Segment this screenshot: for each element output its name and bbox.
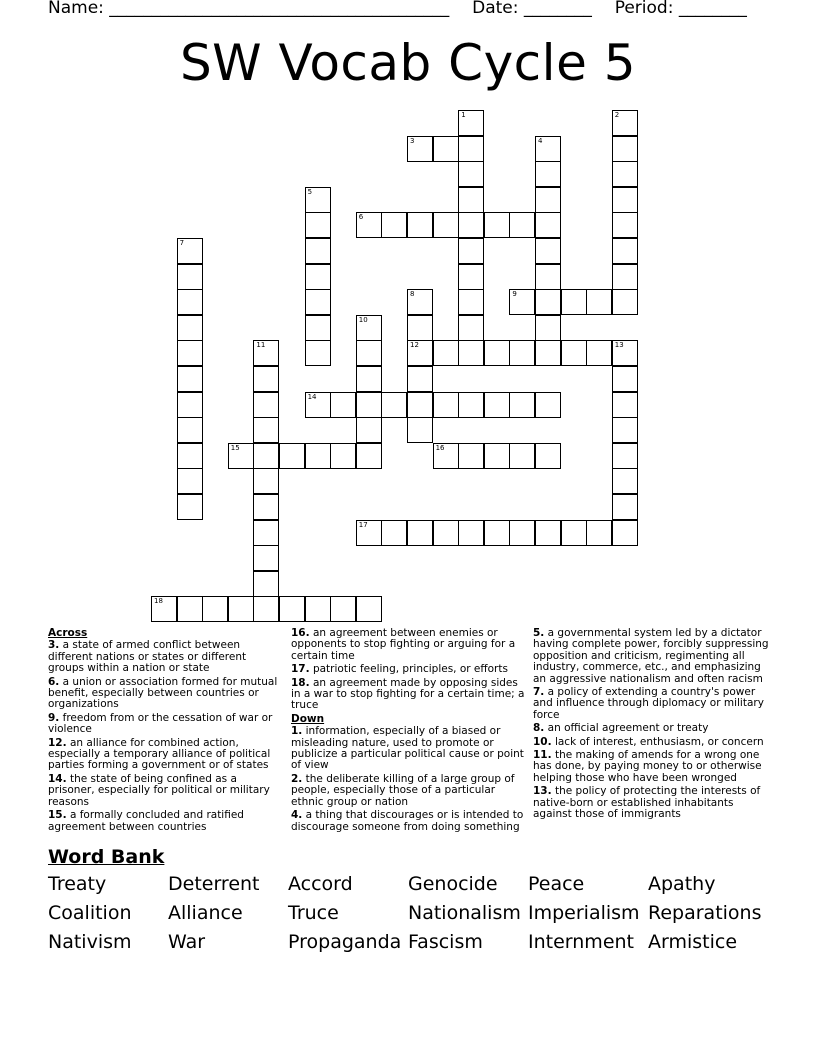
clue-number: 3. [48, 639, 60, 652]
crossword-cell[interactable] [228, 443, 254, 469]
clue-across-3 [48, 640, 284, 674]
crossword-cell[interactable] [612, 520, 638, 546]
crossword-cell[interactable] [586, 289, 612, 315]
clue-across-14 [48, 774, 284, 808]
crossword-cell[interactable] [433, 212, 459, 238]
crossword-cell[interactable] [407, 392, 433, 418]
period-line[interactable]: ________ [678, 0, 747, 18]
crossword-cell[interactable] [484, 520, 510, 546]
crossword-cell[interactable] [253, 468, 279, 494]
clue-number: 6. [48, 675, 60, 688]
crossword-cell[interactable] [407, 136, 433, 162]
clue-text: the policy of protecting the interests of native-born or established inhabitants against those of immigrants [533, 785, 761, 821]
word-bank-item: Nationalism [408, 902, 521, 924]
clue-across-6 [48, 677, 284, 711]
cell-number: 5 [307, 187, 313, 196]
crossword-cell[interactable] [535, 315, 561, 341]
crossword-cell[interactable] [535, 443, 561, 469]
crossword-cell[interactable] [458, 238, 484, 264]
crossword-cell[interactable] [305, 238, 331, 264]
crossword-cell[interactable] [356, 366, 382, 392]
crossword-cell[interactable] [433, 520, 459, 546]
word-bank-item: Armistice [648, 931, 738, 953]
crossword-cell[interactable] [305, 443, 331, 469]
clue-text: the making of amends for a wrong one has done, by paying money to or otherwise helping those who have been wronged [533, 749, 762, 784]
word-bank-item: Fascism [408, 931, 483, 953]
crossword-cell[interactable] [535, 520, 561, 546]
clue-column-3 [533, 628, 769, 823]
clue-down-7 [533, 687, 769, 721]
clue-number: 17. [291, 663, 310, 676]
crossword-cell[interactable] [177, 468, 203, 494]
crossword-cell[interactable] [228, 596, 254, 622]
clue-number: 14. [48, 772, 67, 785]
word-bank-item: Apathy [648, 873, 716, 895]
crossword-cell[interactable] [612, 136, 638, 162]
crossword-cell[interactable] [202, 596, 228, 622]
clue-text: an official agreement or treaty [547, 722, 709, 735]
crossword-cell[interactable] [177, 443, 203, 469]
crossword-cell[interactable] [509, 443, 535, 469]
crossword-cell[interactable] [177, 392, 203, 418]
clue-text: an agreement between enemies or opponents to stop fighting or arguing for a certain time [291, 627, 516, 662]
clue-down-10 [533, 737, 769, 748]
word-bank-item: Deterrent [168, 873, 260, 895]
crossword-cell[interactable] [177, 366, 203, 392]
cell-number: 17 [358, 520, 368, 529]
clue-column-2 [291, 628, 527, 835]
clue-down-13 [533, 786, 769, 820]
cell-number: 2 [614, 111, 620, 119]
crossword-cell[interactable] [177, 494, 203, 520]
name-line[interactable]: ________________________________________ [109, 0, 450, 18]
date-label: Date: [472, 0, 519, 18]
crossword-cell[interactable] [535, 161, 561, 187]
cell-number: 18 [154, 597, 163, 606]
crossword-cell[interactable] [177, 596, 203, 622]
clue-across-17 [291, 664, 527, 675]
clue-text: a union or association formed for mutual benefit, especially between countries or organizations [48, 675, 278, 711]
word-bank-item: Nativism [48, 931, 132, 953]
clue-text: a formally concluded and ratified agreement between countries [48, 809, 244, 833]
word-bank-item: Treaty [48, 873, 107, 895]
crossword-cell[interactable] [458, 289, 484, 315]
crossword-cell[interactable] [458, 264, 484, 290]
word-bank-title: Word Bank [48, 846, 165, 868]
crossword-cell[interactable] [458, 212, 484, 238]
crossword-cell[interactable] [253, 596, 279, 622]
date-line[interactable]: ________ [523, 0, 592, 18]
cell-number: 15 [230, 443, 240, 452]
crossword-cell[interactable] [356, 212, 382, 238]
crossword-cell[interactable] [253, 443, 279, 469]
word-bank-item: Alliance [168, 902, 243, 924]
crossword-cell[interactable] [509, 289, 535, 315]
crossword-cell[interactable] [305, 264, 331, 290]
crossword-cell[interactable] [407, 366, 433, 392]
crossword-cell[interactable] [612, 161, 638, 187]
crossword-cell[interactable] [407, 417, 433, 443]
crossword-cell[interactable] [458, 161, 484, 187]
crossword-cell[interactable] [407, 315, 433, 341]
crossword-cell[interactable] [253, 545, 279, 571]
word-bank-item: Imperialism [528, 902, 640, 924]
crossword-cell[interactable] [305, 289, 331, 315]
crossword-cell[interactable] [433, 340, 459, 366]
word-bank-item: War [168, 931, 206, 953]
clue-number: 7. [533, 686, 545, 699]
crossword-cell[interactable] [561, 289, 587, 315]
crossword-cell[interactable] [253, 366, 279, 392]
crossword-cell[interactable] [612, 494, 638, 520]
clue-text: patriotic feeling, principles, or efforts [312, 663, 508, 676]
word-bank-item: Genocide [408, 873, 498, 895]
cell-number: 16 [435, 443, 445, 452]
clue-down-8 [533, 723, 769, 734]
crossword-cell[interactable] [177, 417, 203, 443]
clue-number: 5. [533, 627, 545, 639]
clue-text: the state of being confined as a prisoner, especially for political or military reasons [48, 772, 270, 808]
crossword-cell[interactable] [612, 417, 638, 443]
crossword-cell[interactable] [407, 340, 433, 366]
clue-number: 16. [291, 627, 310, 639]
crossword-cell[interactable] [177, 238, 203, 264]
crossword-cell[interactable] [356, 443, 382, 469]
crossword-cell[interactable] [535, 289, 561, 315]
crossword-cell[interactable] [612, 110, 638, 136]
clue-across-12 [48, 738, 284, 772]
crossword-cell[interactable] [177, 315, 203, 341]
word-bank-item: Propaganda [288, 931, 402, 953]
cell-number: 11 [256, 341, 266, 350]
clue-down-5 [533, 628, 769, 685]
crossword-cell[interactable] [509, 392, 535, 418]
clue-number: 4. [291, 809, 303, 822]
clue-text: a state of armed conflict between different nations or states or different groups within a nation or state [48, 639, 247, 675]
word-bank [48, 873, 778, 960]
cell-number: 4 [538, 136, 543, 145]
crossword-cell[interactable] [535, 136, 561, 162]
clue-down-4 [291, 810, 527, 833]
clue-text: an agreement made by opposing sides in a war to stop fighting for a certain time; a truce [291, 676, 525, 712]
crossword-cell[interactable] [305, 392, 331, 418]
crossword-cell[interactable] [407, 212, 433, 238]
crossword-cell[interactable] [381, 520, 407, 546]
period-label: Period: [614, 0, 674, 18]
clue-text: a policy of extending a country's power and influence through diplomacy or military force [533, 686, 764, 721]
clue-number: 8. [533, 722, 545, 735]
clue-number: 2. [291, 772, 303, 785]
crossword-cell[interactable] [356, 315, 382, 341]
crossword-cell[interactable] [535, 212, 561, 238]
crossword-cell[interactable] [561, 520, 587, 546]
crossword-cell[interactable] [433, 443, 459, 469]
crossword-cell[interactable] [177, 340, 203, 366]
clue-text: the deliberate killing of a large group of people, especially those of a particular ethnic group or nation [291, 772, 515, 808]
clue-number: 9. [48, 711, 60, 724]
crossword-cell[interactable] [253, 494, 279, 520]
crossword-cell[interactable] [612, 340, 638, 366]
word-bank-item: Truce [288, 902, 339, 924]
crossword-cell[interactable] [253, 571, 279, 597]
crossword-cell[interactable] [612, 187, 638, 213]
crossword-cell[interactable] [305, 187, 331, 213]
crossword-cell[interactable] [509, 212, 535, 238]
clue-down-1 [291, 726, 527, 772]
cell-number: 13 [614, 341, 624, 350]
clue-text: freedom from or the cessation of war or violence [48, 711, 273, 736]
crossword-cell[interactable] [458, 187, 484, 213]
crossword-cell[interactable] [253, 340, 279, 366]
cell-number: 10 [358, 315, 368, 324]
crossword-cell[interactable] [612, 289, 638, 315]
crossword-cell[interactable] [330, 596, 356, 622]
crossword-cell[interactable] [612, 264, 638, 290]
cell-number: 9 [512, 290, 517, 299]
crossword-cell[interactable] [484, 443, 510, 469]
clue-across-16 [291, 628, 527, 662]
crossword-cell[interactable] [612, 212, 638, 238]
cell-number: 1 [461, 111, 466, 119]
crossword-cell[interactable] [253, 520, 279, 546]
crossword-cell[interactable] [458, 340, 484, 366]
crossword-cell[interactable] [612, 468, 638, 494]
crossword-cell[interactable] [484, 340, 510, 366]
crossword-cell[interactable] [612, 366, 638, 392]
crossword-cell[interactable] [586, 520, 612, 546]
clue-text: a thing that discourages or is intended to discourage someone from doing something [291, 809, 524, 833]
clue-text: an alliance for combined action, especially a temporary alliance of political parties forming a government or of states [48, 736, 271, 772]
crossword-cell[interactable] [509, 520, 535, 546]
word-bank-item: Reparations [648, 902, 762, 924]
crossword-cell[interactable] [561, 340, 587, 366]
crossword-cell[interactable] [509, 340, 535, 366]
crossword-cell[interactable] [305, 596, 331, 622]
crossword-cell[interactable] [484, 212, 510, 238]
crossword-cell[interactable] [279, 443, 305, 469]
crossword-cell[interactable] [356, 520, 382, 546]
crossword-cell[interactable] [458, 392, 484, 418]
clue-column-1 [48, 628, 284, 835]
crossword-cell[interactable] [535, 392, 561, 418]
crossword-cell[interactable] [253, 417, 279, 443]
clue-number: 12. [48, 736, 67, 749]
word-bank-item: Accord [288, 873, 353, 895]
clue-text: information, especially of a biased or misleading nature, used to promote or publicize a particular political cause or point of view [291, 725, 524, 772]
crossword-cell[interactable] [458, 520, 484, 546]
crossword-cell[interactable] [356, 340, 382, 366]
crossword-cell[interactable] [458, 136, 484, 162]
clue-across-18 [291, 678, 527, 712]
crossword-cell[interactable] [433, 392, 459, 418]
name-label: Name: [48, 0, 104, 18]
cell-number: 7 [179, 239, 185, 247]
crossword-cell[interactable] [535, 264, 561, 290]
word-bank-item: Internment [528, 931, 634, 953]
clue-number: 18. [291, 676, 310, 689]
crossword-cell[interactable] [305, 315, 331, 341]
crossword-cell[interactable] [253, 392, 279, 418]
clue-across-15 [48, 810, 284, 833]
crossword-cell[interactable] [356, 596, 382, 622]
crossword-cell[interactable] [535, 187, 561, 213]
crossword-cell[interactable] [535, 238, 561, 264]
crossword-cell[interactable] [586, 340, 612, 366]
clue-number: 10. [533, 735, 552, 748]
crossword-cell[interactable] [433, 136, 459, 162]
crossword-cell[interactable] [279, 596, 305, 622]
crossword-cell[interactable] [356, 392, 382, 418]
clue-down-2 [291, 774, 527, 808]
clue-across-9 [48, 713, 284, 736]
crossword-cell[interactable] [177, 264, 203, 290]
crossword-cell[interactable] [305, 212, 331, 238]
cell-number: 3 [410, 136, 415, 145]
clue-text: a governmental system led by a dictator having complete power, forcibly suppressing opposition and criticism, regimenting all industry, commerce, etc., and emphasizing an aggressive nationalism and often racism [533, 627, 769, 685]
crossword-cell[interactable] [381, 212, 407, 238]
crossword-cell[interactable] [484, 392, 510, 418]
word-bank-item: Peace [528, 873, 585, 895]
crossword-cell[interactable] [612, 392, 638, 418]
crossword-cell[interactable] [356, 417, 382, 443]
crossword-cell[interactable] [458, 443, 484, 469]
clue-number: 13. [533, 785, 552, 798]
clue-text: lack of interest, enthusiasm, or concern [554, 735, 764, 748]
crossword-cell[interactable] [330, 392, 356, 418]
crossword-cell[interactable] [151, 596, 177, 622]
crossword-cell[interactable] [407, 289, 433, 315]
down-heading: Down [291, 712, 325, 725]
cell-number: 6 [358, 213, 364, 222]
crossword-cell[interactable] [612, 443, 638, 469]
crossword-cell[interactable] [177, 289, 203, 315]
crossword-cell[interactable] [458, 110, 484, 136]
crossword-cell[interactable] [407, 520, 433, 546]
word-bank-item: Coalition [48, 902, 132, 924]
cell-number: 12 [410, 341, 419, 350]
crossword-cell[interactable] [458, 315, 484, 341]
crossword-cell[interactable] [330, 443, 356, 469]
crossword-cell[interactable] [305, 340, 331, 366]
crossword-cell[interactable] [612, 238, 638, 264]
clue-number: 11. [533, 749, 552, 762]
cell-number: 14 [307, 392, 317, 401]
crossword-cell[interactable] [535, 340, 561, 366]
across-heading: Across [48, 627, 88, 639]
crossword-cell[interactable] [381, 392, 407, 418]
page-title: SW Vocab Cycle 5 [179, 34, 637, 92]
cell-number: 8 [410, 290, 415, 299]
clue-number: 1. [291, 725, 303, 738]
clue-down-11 [533, 750, 769, 784]
clue-number: 15. [48, 809, 67, 822]
